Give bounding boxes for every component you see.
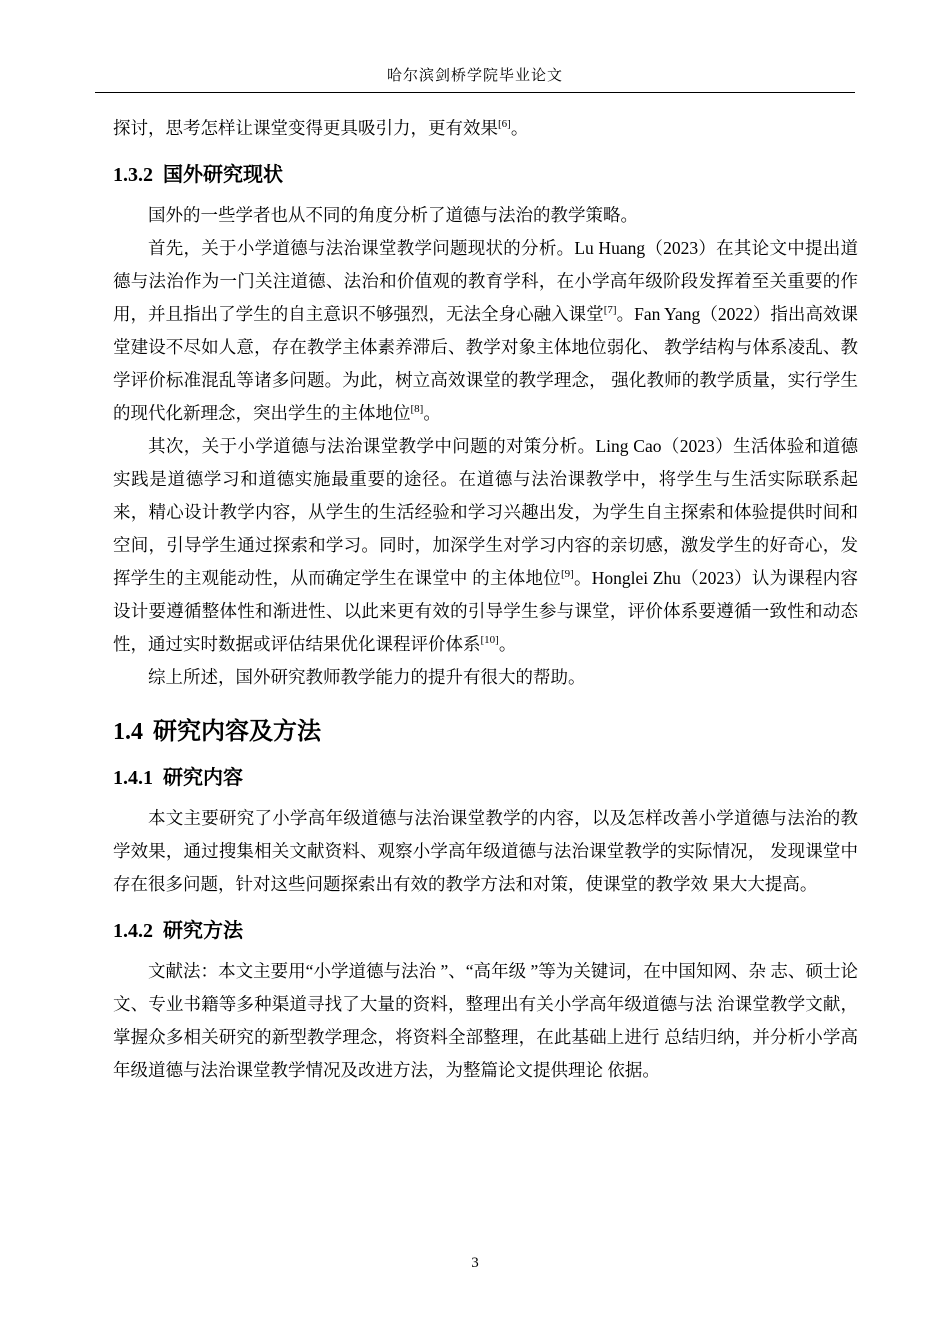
page-number: 3	[471, 1255, 479, 1271]
paragraph-text: 首先，关于小学道德与法治课堂教学问题现状的分析。Lu Huang（2023）在其论文中提出道德与法治作为一门关注道德、法治和价值观的教育学科，在小学高年级阶段发挥着至关重要的作用，并且指出了学生的自主意识不够强烈，无法全身心融入课堂	[113, 238, 858, 324]
page-footer	[0, 1255, 950, 1272]
paragraph-first-analysis	[113, 232, 858, 430]
heading-number: 1.4.2	[113, 920, 153, 942]
citation-ref-6: [6]	[498, 118, 511, 131]
paragraph-text: 。Honglei Zhu（2023）认为课程内容设计要遵循整体性和渐进性、以此来更有效的引导学生参与课堂，评价体系要遵循一致性和动态性，通过实时数据或评估结果优化课程评价体系	[113, 568, 859, 654]
heading-1-4-1	[113, 764, 858, 792]
paragraph-second-analysis	[113, 430, 858, 661]
paragraph-overview	[113, 199, 858, 232]
paragraph-continuation	[113, 112, 858, 145]
heading-text: 研究内容及方法	[153, 718, 321, 745]
paragraph-text: 其次，关于小学道德与法治课堂教学中问题的对策分析。Ling Cao（2023）生活体验和道德实践是道德学习和道德实施最重要的途径。在道德与法治课教学中，将学生与生活实际联系起来，精心设计教学内容，从学生的生活经验和学习兴趣出发，为学生自主探索和体验提供时间和空间，引导学生通过探索和学习。同时，加深学生对学习内容的亲切感，激发学生的好奇心，发挥学生的主观能动性，从而确定学生在课堂中 的主体地位	[113, 436, 858, 588]
heading-number: 1.4.1	[113, 767, 153, 789]
heading-text: 研究内容	[163, 767, 243, 789]
page-header	[95, 64, 855, 93]
paragraph-text: 综上所述，国外研究教师教学能力的提升有很大的帮助。	[148, 667, 586, 687]
paragraph-text: 本文主要研究了小学高年级道德与法治课堂教学的内容，以及怎样改善小学道德与法治的教学效果，通过搜集相关文献资料、观察小学高年级道德与法治课堂教学的实际情况， 发现课堂中存在很多问题，针对这些问题探索出有效的教学方法和对策，使课堂的教学效 果大大提高。	[113, 808, 858, 894]
paragraph-text: 。	[498, 634, 517, 654]
paragraph-text: 探讨，思考怎样让课堂变得更具吸引力，更有效果	[113, 118, 498, 138]
paragraph-research-method	[113, 955, 858, 1087]
paragraph-text: 文献法：本文主要用“小学道德与法治 ”、“高年级 ”等为关键词，在中国知网、杂 志、硕士论文、专业书籍等多种渠道寻找了大量的资料，整理出有关小学高年级道德与法 治课堂教学文献，掌握众多相关研究的新型教学理念，将资料全部整理，在此基础上进行 总结归纳，并分析小学高年级道德与法治课堂教学情况及改进方法，为整篇论文提供理论 依据。	[113, 961, 858, 1080]
heading-1-3-2	[113, 161, 858, 189]
paragraph-summary	[113, 661, 858, 694]
paragraph-research-content	[113, 802, 858, 901]
heading-number: 1.4	[113, 719, 143, 745]
citation-ref-10: [10]	[480, 634, 499, 647]
document-body	[113, 112, 858, 1087]
paragraph-text: 。	[510, 118, 529, 138]
heading-number: 1.3.2	[113, 164, 153, 186]
heading-text: 国外研究现状	[163, 164, 283, 186]
header-title: 哈尔滨剑桥学院毕业论文	[386, 68, 563, 84]
citation-ref-8: [8]	[410, 403, 424, 416]
paragraph-text: 国外的一些学者也从不同的角度分析了道德与法治的教学策略。	[148, 205, 638, 225]
citation-ref-7: [7]	[603, 304, 617, 317]
heading-1-4-2	[113, 917, 858, 945]
paragraph-text: 。Fan Yang（2022）指出高效课堂建设不尽如人意，存在教学主体素养滞后、教学对象主体地位弱化、 教学结构与体系凌乱、教学评价标准混乱等诸多问题。为此，树立高效课堂的教学理念， 强化教师的教学质量，实行学生的现代化新理念，突出学生的主体地位	[113, 304, 858, 423]
citation-ref-9: [9]	[560, 568, 574, 581]
paragraph-text: 。	[423, 403, 441, 423]
heading-1-4	[113, 716, 858, 748]
heading-text: 研究方法	[163, 920, 243, 942]
